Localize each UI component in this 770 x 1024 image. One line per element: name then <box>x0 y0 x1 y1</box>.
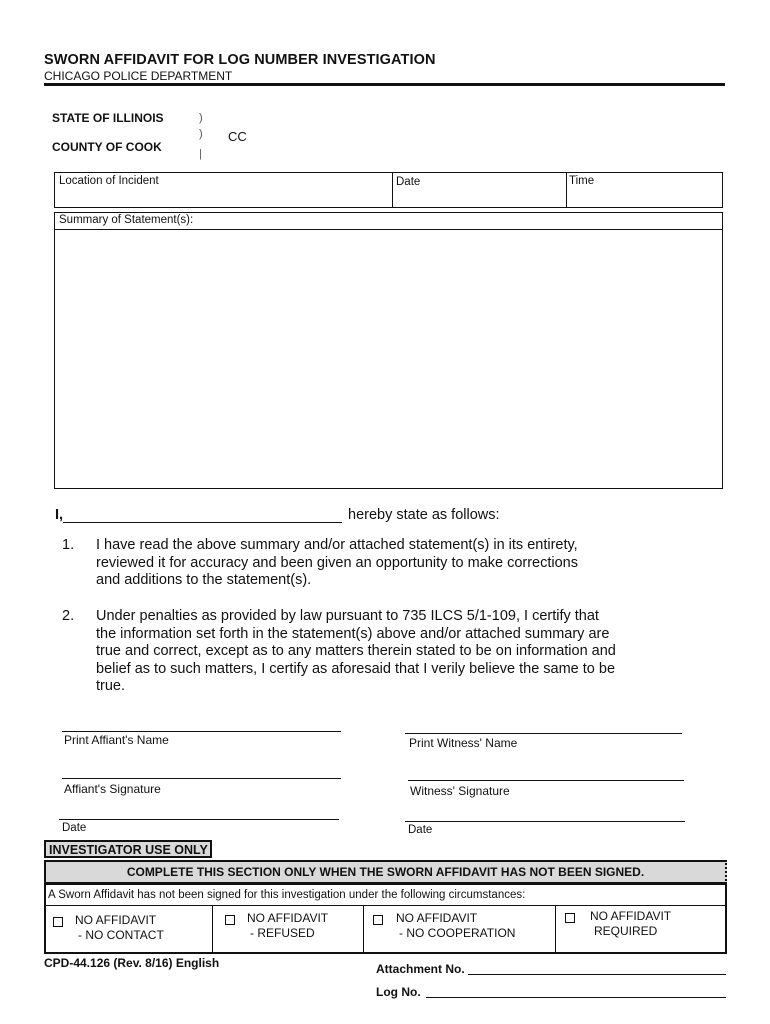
witness-signature-label: Witness' Signature <box>410 784 510 798</box>
log-no-label: Log No. <box>376 985 421 999</box>
attachment-no-label: Attachment No. <box>376 962 465 976</box>
item-1-text: I have read the above summary and/or attached statement(s) in its entirety, reviewed it for accuracy and been given an opportunity to make corrections and additions to the statement(s). <box>96 537 578 589</box>
summary-box[interactable] <box>54 212 723 489</box>
no-cooperation-line1: NO AFFIDAVIT <box>396 911 478 925</box>
no-contact-checkbox[interactable] <box>53 914 63 932</box>
attachment-no-line[interactable] <box>468 974 726 975</box>
witness-date-label: Date <box>408 824 433 836</box>
incident-divider-2 <box>566 172 567 208</box>
form-title: SWORN AFFIDAVIT FOR LOG NUMBER INVESTIGATION <box>44 52 436 68</box>
no-cooperation-line2: - NO COOPERATION <box>399 926 516 940</box>
item-2-number: 2. <box>62 608 75 624</box>
print-affiant-name-line[interactable] <box>62 731 341 732</box>
affiant-date-label: Date <box>62 822 87 834</box>
form-id: CPD-44.126 (Rev. 8/16) English <box>44 956 220 970</box>
affiant-date-line[interactable] <box>59 819 339 820</box>
investigator-use-only-tag: INVESTIGATOR USE ONLY <box>44 840 212 858</box>
item-2-text: Under penalties as provided by law pursuant to 735 ILCS 5/1-109, I certify that the information set forth in the statement(s) above and/or attached summary are true and correct, except as to any matters therein stated to be on information and belief as to such matters, I certify as aforesaid that I verily believe the same to be true. <box>96 608 616 695</box>
circumstances-rule <box>44 905 727 906</box>
refused-line1: NO AFFIDAVIT <box>247 911 329 925</box>
circumstances-text: A Sworn Affidavit has not been signed for this investigation under the following circumstances: <box>48 889 526 901</box>
refused-checkbox[interactable] <box>225 912 235 930</box>
venue-bracket-bottom: | <box>199 148 202 160</box>
i-label: I, <box>55 507 64 523</box>
option-divider-3 <box>555 906 556 953</box>
investigator-banner-text: COMPLETE THIS SECTION ONLY WHEN THE SWORN AFFIDAVIT HAS NOT BEEN SIGNED. <box>126 865 645 879</box>
not-required-line2: REQUIRED <box>594 924 658 938</box>
no-cooperation-checkbox[interactable] <box>373 912 383 930</box>
not-required-checkbox[interactable] <box>565 910 575 928</box>
affiant-signature-label: Affiant's Signature <box>64 782 161 796</box>
venue-bracket-middle: ) <box>199 128 203 140</box>
location-of-incident-field[interactable]: Location of Incident <box>59 175 159 187</box>
not-required-line1: NO AFFIDAVIT <box>590 909 672 923</box>
county-label: COUNTY OF COOK <box>52 140 162 154</box>
header-rule <box>44 83 725 86</box>
summary-header-rule <box>54 229 723 230</box>
state-label: STATE OF ILLINOIS <box>52 111 164 125</box>
department-name: CHICAGO POLICE DEPARTMENT <box>44 69 233 83</box>
venue-bracket-top: ) <box>199 112 203 124</box>
no-contact-line2: - NO CONTACT <box>78 928 164 942</box>
incident-date-field[interactable]: Date <box>396 176 421 188</box>
venue-abbrev: CC <box>228 129 247 144</box>
option-divider-2 <box>363 906 364 953</box>
print-witness-name-label: Print Witness' Name <box>409 736 518 750</box>
print-affiant-name-label: Print Affiant's Name <box>64 733 169 747</box>
affiant-name-line[interactable] <box>63 522 342 523</box>
log-no-line[interactable] <box>426 997 726 998</box>
no-contact-line1: NO AFFIDAVIT <box>75 913 157 927</box>
incident-time-field[interactable]: Time <box>569 175 595 187</box>
item-1-number: 1. <box>62 537 75 553</box>
option-divider-1 <box>212 906 213 953</box>
hereby-statement: hereby state as follows: <box>348 507 500 523</box>
witness-date-line[interactable] <box>405 821 685 822</box>
summary-label: Summary of Statement(s): <box>59 214 194 226</box>
incident-divider-1 <box>392 172 393 208</box>
print-witness-name-line[interactable] <box>405 733 682 734</box>
affiant-signature-line[interactable] <box>62 778 341 779</box>
witness-signature-line[interactable] <box>408 780 684 781</box>
refused-line2: - REFUSED <box>250 926 315 940</box>
